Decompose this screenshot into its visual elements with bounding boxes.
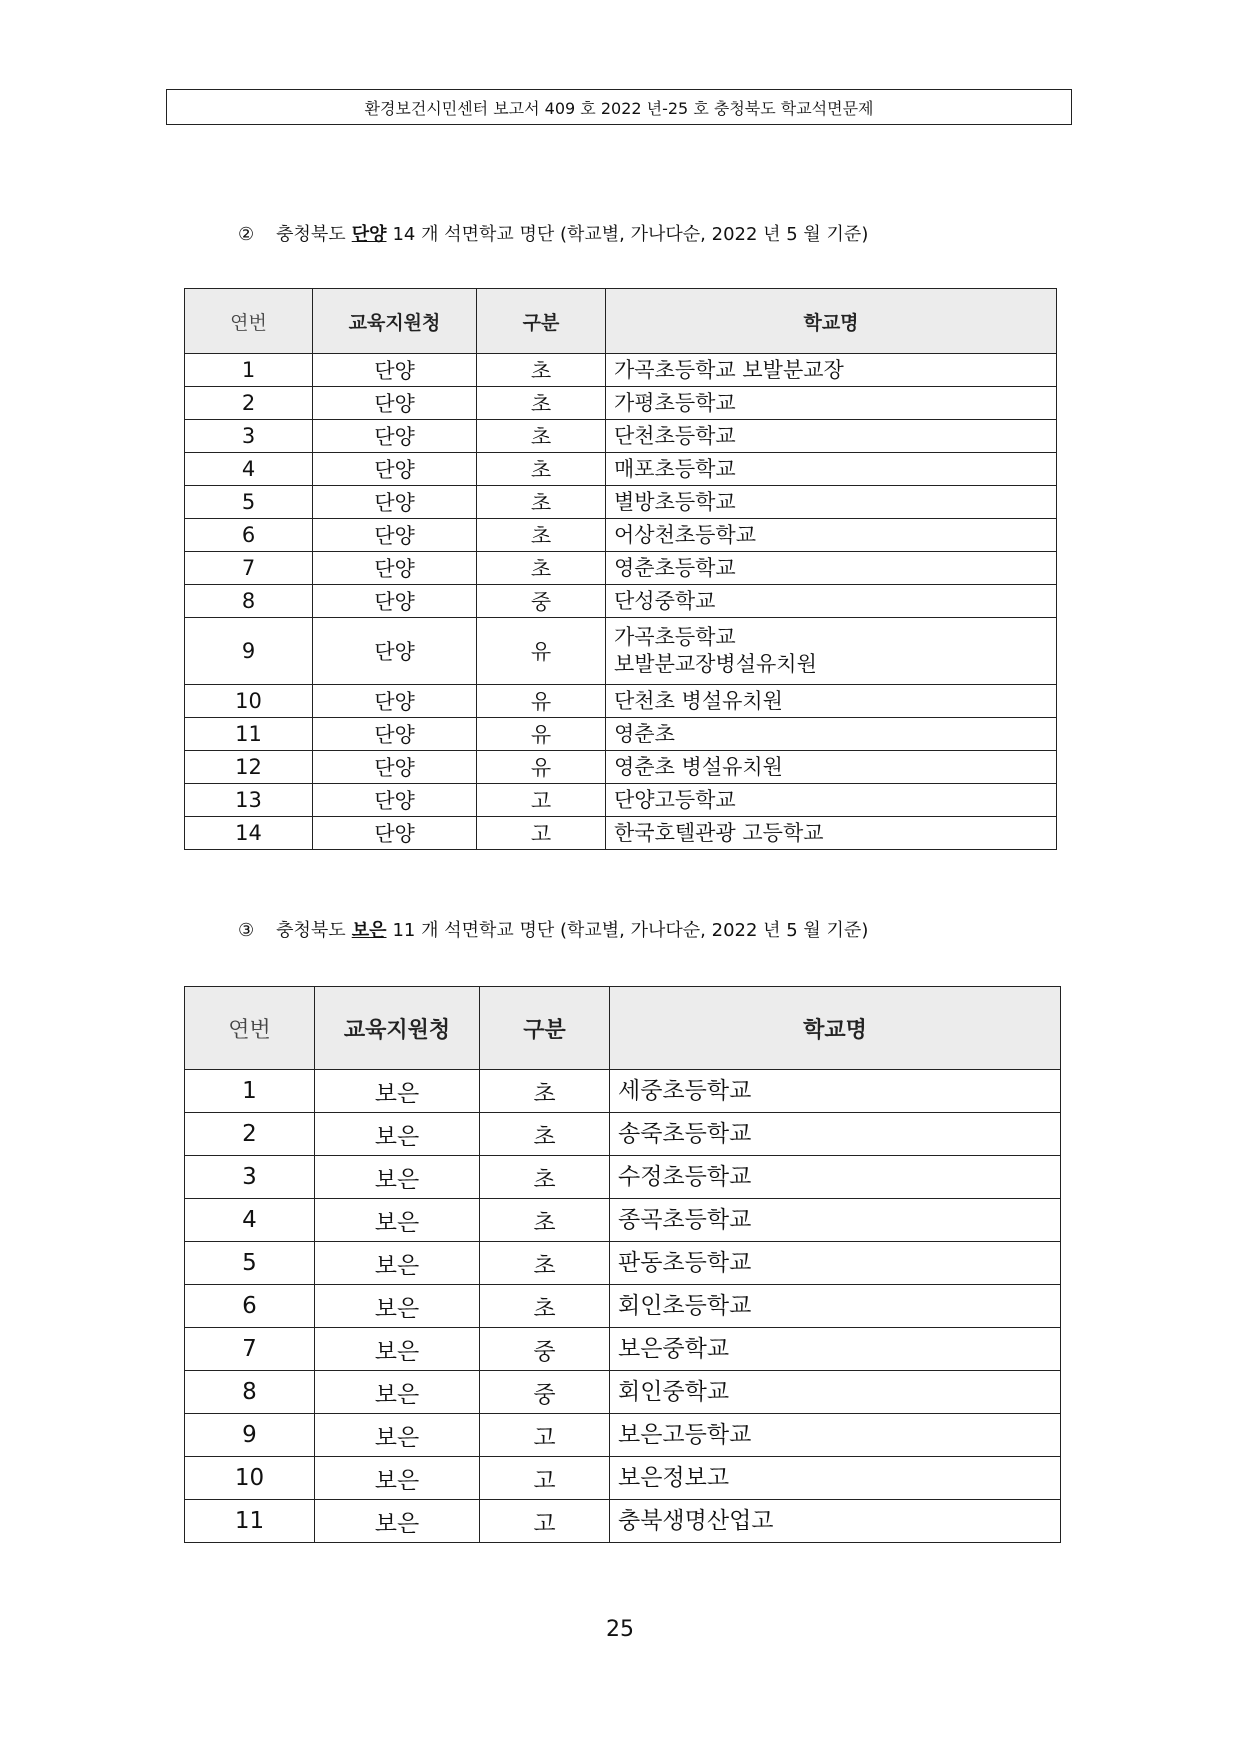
row-type: 초 [480,1113,610,1156]
table-row [185,1328,1061,1371]
section-suffix: 14 개 석면학교 명단 (학교별, 가나다순, 2022 년 5 월 기준) [392,224,869,245]
row-office: 단양 [313,552,477,585]
row-school-name: 한국호텔관광 고등학교 [606,817,1057,850]
table-row [185,685,1057,718]
table-row [185,1285,1061,1328]
row-office: 보은 [315,1242,480,1285]
row-school-name: 가평초등학교 [606,387,1057,420]
row-office: 보은 [315,1371,480,1414]
boeun-school-table [184,986,1061,1543]
row-number: 5 [185,1242,315,1285]
danyang-school-table [184,288,1057,850]
column-header-type: 구분 [480,987,610,1070]
table-row [185,354,1057,387]
row-number: 3 [185,420,313,453]
row-school-name: 보은중학교 [610,1328,1061,1371]
row-school-name: 단천초 병설유치원 [606,685,1057,718]
row-school-name: 세중초등학교 [610,1070,1061,1113]
row-number: 6 [185,519,313,552]
table-row [185,420,1057,453]
column-header-number: 연번 [185,987,315,1070]
row-office: 보은 [315,1199,480,1242]
row-office: 보은 [315,1156,480,1199]
row-number: 5 [185,486,313,519]
table-row [185,751,1057,784]
row-type: 초 [480,1156,610,1199]
row-type: 중 [480,1371,610,1414]
row-school-name: 보은고등학교 [610,1414,1061,1457]
table-row [185,817,1057,850]
table-row [185,1156,1061,1199]
row-office: 단양 [313,585,477,618]
row-office: 단양 [313,486,477,519]
row-type: 고 [477,784,606,817]
row-number: 3 [185,1156,315,1199]
table-row [185,387,1057,420]
row-type: 고 [480,1457,610,1500]
row-type: 초 [480,1070,610,1113]
row-school-name: 단양고등학교 [606,784,1057,817]
table-row [185,784,1057,817]
row-type: 초 [477,354,606,387]
row-type: 초 [480,1242,610,1285]
row-number: 14 [185,817,313,850]
row-type: 초 [477,387,606,420]
row-number: 8 [185,1371,315,1414]
section-number: ③ [238,920,255,941]
table-row [185,486,1057,519]
row-number: 1 [185,354,313,387]
row-school-name: 회인중학교 [610,1371,1061,1414]
column-header-school-name: 학교명 [606,289,1057,354]
row-school-name-line2: 보발분교장병설유치원 [614,652,817,676]
row-school-name: 단천초등학교 [606,420,1057,453]
section-suffix: 11 개 석면학교 명단 (학교별, 가나다순, 2022 년 5 월 기준) [392,920,869,941]
row-school-name: 단성중학교 [606,585,1057,618]
row-office: 단양 [313,784,477,817]
row-office: 단양 [313,685,477,718]
row-type: 초 [477,552,606,585]
row-number: 2 [185,1113,315,1156]
row-office: 단양 [313,420,477,453]
row-type: 중 [480,1328,610,1371]
row-type: 고 [477,817,606,850]
report-header-text: 환경보건시민센터 보고서 409 호 2022 년-25 호 충청북도 학교석면문제 [364,98,874,118]
table-row [185,1500,1061,1543]
column-header-office: 교육지원청 [313,289,477,354]
table-row [185,1070,1061,1113]
row-type: 초 [480,1199,610,1242]
row-type: 유 [477,751,606,784]
table-row [185,519,1057,552]
column-header-number: 연번 [185,289,313,354]
column-header-type: 구분 [477,289,606,354]
row-office: 단양 [313,817,477,850]
row-office: 단양 [313,519,477,552]
row-number: 7 [185,552,313,585]
row-number: 6 [185,1285,315,1328]
row-office: 단양 [313,453,477,486]
table-row [185,453,1057,486]
table-row [185,718,1057,751]
row-school-name: 어상천초등학교 [606,519,1057,552]
table-row [185,552,1057,585]
row-type: 초 [480,1285,610,1328]
row-office: 보은 [315,1457,480,1500]
table-row [185,618,1057,685]
section-number: ② [238,224,255,245]
section-region: 보은 [351,920,387,941]
table-row [185,585,1057,618]
table-row [185,1457,1061,1500]
row-number: 7 [185,1328,315,1371]
row-office: 보은 [315,1113,480,1156]
row-number: 13 [185,784,313,817]
table-header-row [185,987,1061,1070]
row-office: 보은 [315,1285,480,1328]
row-school-name: 송죽초등학교 [610,1113,1061,1156]
row-office: 단양 [313,387,477,420]
row-school-name: 별방초등학교 [606,486,1057,519]
row-school-name: 영춘초 [606,718,1057,751]
column-header-office: 교육지원청 [315,987,480,1070]
row-number: 11 [185,718,313,751]
row-school-name: 회인초등학교 [610,1285,1061,1328]
row-office: 단양 [313,618,477,685]
row-school-name: 영춘초등학교 [606,552,1057,585]
row-number: 1 [185,1070,315,1113]
row-number: 8 [185,585,313,618]
row-type: 중 [477,585,606,618]
row-school-name: 보은정보고 [610,1457,1061,1500]
row-office: 단양 [313,354,477,387]
row-number: 4 [185,453,313,486]
row-number: 4 [185,1199,315,1242]
row-school-name-line1: 가곡초등학교 [614,625,736,649]
row-type: 초 [477,453,606,486]
row-number: 9 [185,618,313,685]
page-number: 25 [606,1617,634,1642]
row-type: 초 [477,519,606,552]
report-header [166,89,1072,125]
row-number: 12 [185,751,313,784]
row-type: 초 [477,420,606,453]
row-school-name: 영춘초 병설유치원 [606,751,1057,784]
table-header-row [185,289,1057,354]
table-row [185,1414,1061,1457]
row-office: 단양 [313,718,477,751]
row-number: 10 [185,685,313,718]
row-type: 유 [477,718,606,751]
row-type: 초 [477,486,606,519]
table-row [185,1371,1061,1414]
table-row [185,1113,1061,1156]
row-number: 10 [185,1457,315,1500]
row-school-name: 판동초등학교 [610,1242,1061,1285]
row-number: 2 [185,387,313,420]
row-school-name: 종곡초등학교 [610,1199,1061,1242]
table-row [185,1242,1061,1285]
row-office: 보은 [315,1070,480,1113]
section-prefix: 충청북도 [276,224,346,245]
section-prefix: 충청북도 [276,920,346,941]
row-school-name: 충북생명산업고 [610,1500,1061,1543]
section-region: 단양 [351,224,387,245]
section-title-boeun [238,916,868,942]
section-title-danyang [238,220,868,246]
row-school-name [606,618,1057,685]
row-office: 단양 [313,751,477,784]
row-number: 9 [185,1414,315,1457]
row-school-name: 가곡초등학교 보발분교장 [606,354,1057,387]
row-office: 보은 [315,1328,480,1371]
row-school-name: 수정초등학교 [610,1156,1061,1199]
row-type: 유 [477,618,606,685]
row-type: 고 [480,1414,610,1457]
row-office: 보은 [315,1414,480,1457]
row-type: 고 [480,1500,610,1543]
row-school-name: 매포초등학교 [606,453,1057,486]
row-type: 유 [477,685,606,718]
column-header-school-name: 학교명 [610,987,1061,1070]
row-office: 보은 [315,1500,480,1543]
table-row [185,1199,1061,1242]
row-number: 11 [185,1500,315,1543]
